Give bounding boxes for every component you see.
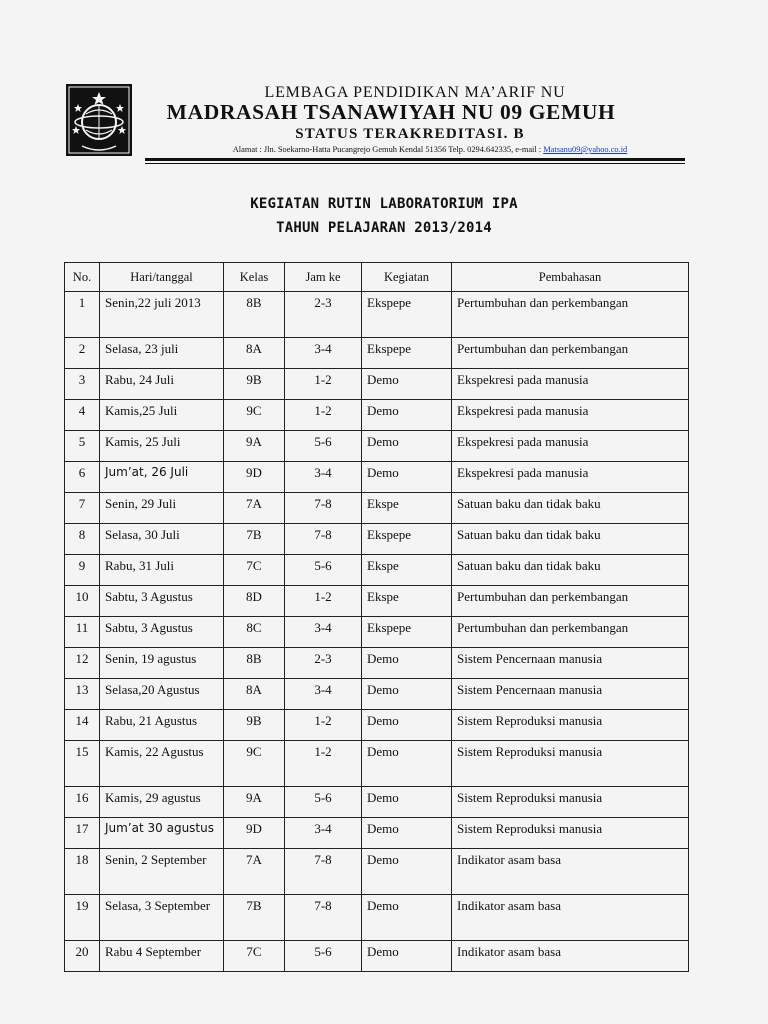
cell-class: 8B: [224, 292, 285, 338]
cell-activity: Demo: [362, 400, 452, 431]
cell-activity: Demo: [362, 941, 452, 972]
cell-period: 1-2: [285, 741, 362, 787]
table-row: [65, 818, 689, 849]
cell-period: 7-8: [285, 493, 362, 524]
table-header-row: [65, 263, 689, 292]
cell-date: Senin, 2 September: [100, 849, 224, 895]
cell-topic: Indikator asam basa: [452, 849, 689, 895]
cell-class: 7B: [224, 524, 285, 555]
table-row: [65, 431, 689, 462]
cell-class: 9A: [224, 431, 285, 462]
cell-activity: Demo: [362, 462, 452, 493]
cell-no: 5: [65, 431, 100, 462]
cell-date: Kamis, 22 Agustus: [100, 741, 224, 787]
table-row: [65, 400, 689, 431]
cell-topic: Ekspekresi pada manusia: [452, 400, 689, 431]
cell-date: Selasa, 3 September: [100, 895, 224, 941]
cell-no: 12: [65, 648, 100, 679]
cell-activity: Demo: [362, 741, 452, 787]
table-row: [65, 462, 689, 493]
cell-no: 17: [65, 818, 100, 849]
cell-period: 5-6: [285, 941, 362, 972]
cell-date: Rabu, 24 Juli: [100, 369, 224, 400]
cell-class: 9D: [224, 818, 285, 849]
cell-no: 13: [65, 679, 100, 710]
table-row: [65, 338, 689, 369]
address-text: Alamat : Jln. Soekarno-Hatta Pucangrejo Gemuh Kendal 51356 Telp. 0294.642335, e-mail :: [232, 145, 544, 154]
header-no: No.: [65, 263, 100, 292]
cell-class: 9D: [224, 462, 285, 493]
table-row: [65, 586, 689, 617]
table-row: [65, 648, 689, 679]
cell-activity: Ekspepe: [362, 292, 452, 338]
cell-period: 1-2: [285, 400, 362, 431]
cell-no: 1: [65, 292, 100, 338]
cell-class: 7A: [224, 493, 285, 524]
cell-date: Jum’at 30 agustus: [100, 818, 224, 849]
cell-no: 10: [65, 586, 100, 617]
cell-date: Jum’at, 26 Juli: [100, 462, 224, 493]
table-row: [65, 895, 689, 941]
cell-no: 19: [65, 895, 100, 941]
cell-class: 8D: [224, 586, 285, 617]
header-class: Kelas: [224, 263, 285, 292]
cell-class: 7A: [224, 849, 285, 895]
cell-class: 8C: [224, 617, 285, 648]
cell-period: 3-4: [285, 462, 362, 493]
cell-activity: Demo: [362, 895, 452, 941]
cell-activity: Ekspe: [362, 586, 452, 617]
cell-no: 6: [65, 462, 100, 493]
cell-period: 1-2: [285, 710, 362, 741]
school-name: MADRASAH TSANAWIYAH NU 09 GEMUH: [166, 100, 616, 124]
cell-no: 7: [65, 493, 100, 524]
cell-topic: Sistem Reproduksi manusia: [452, 741, 689, 787]
table-row: [65, 849, 689, 895]
cell-period: 3-4: [285, 617, 362, 648]
table-row: [65, 292, 689, 338]
table-row: [65, 941, 689, 972]
table-row: [65, 524, 689, 555]
document-subtitle: TAHUN PELAJARAN 2013/2014: [276, 220, 492, 236]
nu-logo-icon: [66, 84, 132, 156]
cell-topic: Pertumbuhan dan perkembangan: [452, 617, 689, 648]
header-activity: Kegiatan: [362, 263, 452, 292]
cell-date: Selasa,20 Agustus: [100, 679, 224, 710]
header-date: Hari/tanggal: [100, 263, 224, 292]
cell-date: Senin,22 juli 2013: [100, 292, 224, 338]
cell-period: 1-2: [285, 369, 362, 400]
cell-period: 5-6: [285, 787, 362, 818]
cell-period: 2-3: [285, 648, 362, 679]
cell-class: 8B: [224, 648, 285, 679]
cell-topic: Pertumbuhan dan perkembangan: [452, 292, 689, 338]
school-address: [150, 145, 710, 154]
institution-name: LEMBAGA PENDIDIKAN MA’ARIF NU: [264, 84, 566, 101]
cell-topic: Sistem Reproduksi manusia: [452, 710, 689, 741]
letterhead-divider-thick: [145, 158, 685, 161]
cell-period: 2-3: [285, 292, 362, 338]
document-title: KEGIATAN RUTIN LABORATORIUM IPA: [250, 196, 518, 212]
cell-date: Selasa, 30 Juli: [100, 524, 224, 555]
cell-topic: Sistem Reproduksi manusia: [452, 818, 689, 849]
cell-period: 3-4: [285, 818, 362, 849]
cell-no: 16: [65, 787, 100, 818]
cell-date: Sabtu, 3 Agustus: [100, 617, 224, 648]
table-row: [65, 787, 689, 818]
cell-period: 3-4: [285, 338, 362, 369]
cell-date: Kamis, 25 Juli: [100, 431, 224, 462]
cell-activity: Demo: [362, 369, 452, 400]
cell-date: Rabu, 21 Agustus: [100, 710, 224, 741]
cell-topic: Satuan baku dan tidak baku: [452, 493, 689, 524]
cell-date: Senin, 29 Juli: [100, 493, 224, 524]
cell-period: 7-8: [285, 895, 362, 941]
cell-activity: Ekspepe: [362, 617, 452, 648]
cell-class: 7B: [224, 895, 285, 941]
cell-no: 2: [65, 338, 100, 369]
cell-class: 9B: [224, 369, 285, 400]
cell-class: 9C: [224, 741, 285, 787]
cell-no: 14: [65, 710, 100, 741]
email-link[interactable]: Matsanu09@yahoo.co.id: [543, 145, 628, 154]
cell-date: Rabu 4 September: [100, 941, 224, 972]
table-row: [65, 679, 689, 710]
cell-no: 15: [65, 741, 100, 787]
letterhead-divider-thin: [145, 163, 685, 164]
cell-topic: Ekspekresi pada manusia: [452, 462, 689, 493]
cell-no: 3: [65, 369, 100, 400]
cell-date: Kamis,25 Juli: [100, 400, 224, 431]
letterhead: [0, 0, 768, 170]
cell-period: 5-6: [285, 555, 362, 586]
cell-class: 8A: [224, 338, 285, 369]
cell-topic: Sistem Reproduksi manusia: [452, 787, 689, 818]
cell-topic: Ekspekresi pada manusia: [452, 431, 689, 462]
cell-topic: Indikator asam basa: [452, 941, 689, 972]
cell-activity: Ekspepe: [362, 524, 452, 555]
accreditation-status: STATUS TERAKREDITASI. B: [295, 126, 525, 142]
table-row: [65, 555, 689, 586]
cell-activity: Demo: [362, 710, 452, 741]
table-row: [65, 741, 689, 787]
schedule-table: [64, 262, 689, 972]
table-row: [65, 493, 689, 524]
cell-date: Kamis, 29 agustus: [100, 787, 224, 818]
cell-date: Selasa, 23 juli: [100, 338, 224, 369]
cell-activity: Demo: [362, 818, 452, 849]
cell-activity: Demo: [362, 787, 452, 818]
cell-date: Senin, 19 agustus: [100, 648, 224, 679]
cell-period: 7-8: [285, 524, 362, 555]
cell-date: Rabu, 31 Juli: [100, 555, 224, 586]
table-row: [65, 369, 689, 400]
cell-topic: Ekspekresi pada manusia: [452, 369, 689, 400]
cell-activity: Demo: [362, 849, 452, 895]
cell-no: 18: [65, 849, 100, 895]
cell-topic: Pertumbuhan dan perkembangan: [452, 338, 689, 369]
cell-topic: Satuan baku dan tidak baku: [452, 555, 689, 586]
cell-topic: Pertumbuhan dan perkembangan: [452, 586, 689, 617]
cell-no: 9: [65, 555, 100, 586]
cell-no: 11: [65, 617, 100, 648]
cell-period: 5-6: [285, 431, 362, 462]
cell-activity: Demo: [362, 648, 452, 679]
cell-class: 8A: [224, 679, 285, 710]
cell-activity: Ekspe: [362, 555, 452, 586]
cell-class: 9C: [224, 400, 285, 431]
cell-class: 7C: [224, 555, 285, 586]
cell-activity: Demo: [362, 679, 452, 710]
cell-activity: Ekspepe: [362, 338, 452, 369]
cell-topic: Indikator asam basa: [452, 895, 689, 941]
table-row: [65, 617, 689, 648]
cell-no: 20: [65, 941, 100, 972]
cell-period: 7-8: [285, 849, 362, 895]
cell-no: 8: [65, 524, 100, 555]
cell-class: 9B: [224, 710, 285, 741]
cell-no: 4: [65, 400, 100, 431]
cell-date: Sabtu, 3 Agustus: [100, 586, 224, 617]
cell-period: 3-4: [285, 679, 362, 710]
table-row: [65, 710, 689, 741]
header-topic: Pembahasan: [452, 263, 689, 292]
header-period: Jam ke: [285, 263, 362, 292]
cell-topic: Sistem Pencernaan manusia: [452, 679, 689, 710]
cell-topic: Sistem Pencernaan manusia: [452, 648, 689, 679]
cell-class: 7C: [224, 941, 285, 972]
cell-class: 9A: [224, 787, 285, 818]
cell-topic: Satuan baku dan tidak baku: [452, 524, 689, 555]
cell-activity: Demo: [362, 431, 452, 462]
cell-period: 1-2: [285, 586, 362, 617]
cell-activity: Ekspe: [362, 493, 452, 524]
